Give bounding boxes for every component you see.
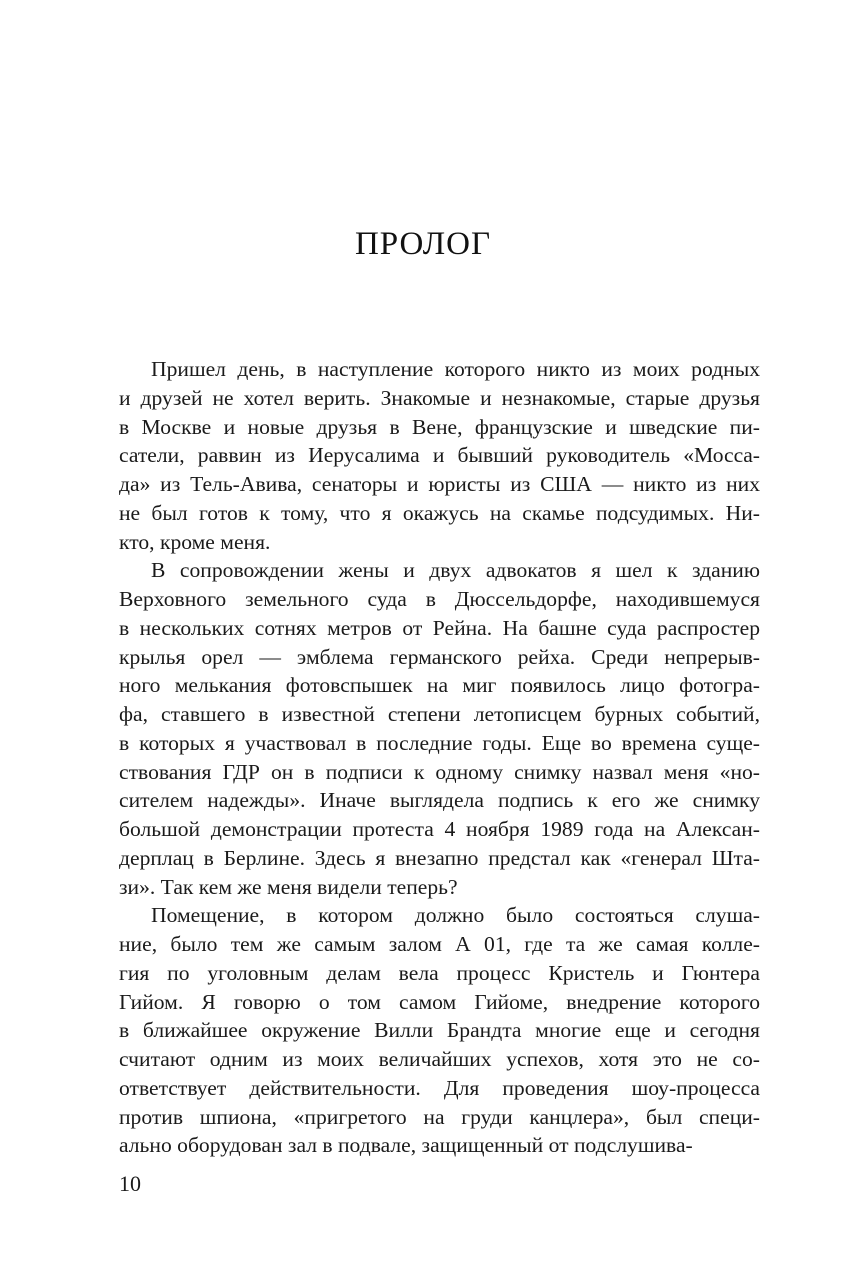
text-line: в которых я участвовал в последние годы. Еще во времена суще- bbox=[119, 730, 760, 755]
text-line: крылья орел — эмблема германского рейха. Среди непрерыв- bbox=[119, 644, 760, 669]
text-line: сатели, раввин из Иерусалима и бывший руководитель «Моссa- bbox=[119, 443, 760, 468]
text-line: дерплац в Берлине. Здесь я внезапно предстал как «генерал Шта- bbox=[119, 845, 760, 870]
text-line: Гийом. Я говорю о том самом Гийоме, внедрение которого bbox=[119, 989, 760, 1014]
paragraph bbox=[119, 355, 760, 556]
page-number: 10 bbox=[119, 1171, 141, 1196]
text-line: не был готов к тому, что я окажусь на скамье подсудимых. Ни- bbox=[119, 500, 760, 525]
text-line: большой демонстрации протеста 4 ноября 1989 года на Алексан- bbox=[119, 817, 760, 841]
text-line: ного мелькания фотовспышек на миг появилось лицо фотогра- bbox=[119, 673, 760, 698]
text-line: ствования ГДР он в подписи к одному снимку назвал меня «но- bbox=[119, 759, 760, 784]
text-line: против шпиона, «пригретого на груди канцлера», был специ- bbox=[119, 1104, 760, 1129]
text-line: ответствует действительности. Для проведения шоу-процесса bbox=[119, 1075, 760, 1100]
text-line: в нескольких сотнях метров от Рейна. На башне суда распростер bbox=[119, 615, 760, 640]
text-line: Пришел день, в наступление которого никто из моих родных bbox=[151, 357, 760, 381]
text-line: считают одним из моих величайших успехов, хотя это не со- bbox=[119, 1047, 760, 1071]
text-line: да» из Тель-Авива, сенаторы и юристы из США — никто из них bbox=[119, 472, 760, 496]
text-line: сителем надежды». Иначе выглядела подпись к его же снимку bbox=[119, 788, 760, 813]
text-line: ально оборудован зал в подвале, защищенный от подслушива- bbox=[119, 1133, 693, 1158]
text-line: фа, ставшего в известной степени летописцем бурных событий, bbox=[119, 702, 760, 726]
text-line: и друзей не хотел верить. Знакомые и незнакомые, старые друзья bbox=[119, 385, 760, 410]
text-line: Верховного земельного суда в Дюссельдорфе, находившемуся bbox=[119, 587, 760, 611]
text-line: в Москве и новые друзья в Вене, французские и шведские пи- bbox=[119, 414, 760, 439]
paragraph bbox=[119, 901, 760, 1160]
chapter-title: ПРОЛОГ bbox=[354, 226, 492, 262]
text-line: ние, было тем же самым залом А 01, где та же самая колле- bbox=[119, 932, 760, 956]
paragraph bbox=[119, 556, 760, 901]
text-line: В сопровождении жены и двух адвокатов я шел к зданию bbox=[151, 558, 760, 583]
body-text bbox=[119, 355, 760, 1160]
text-line: кто, кроме меня. bbox=[119, 529, 271, 554]
text-line: Помещение, в котором должно было состояться слуша- bbox=[151, 903, 760, 928]
text-line: в ближайшее окружение Вилли Брандта многие еще и сегодня bbox=[119, 1018, 760, 1043]
text-line: зи». Так кем же меня видели теперь? bbox=[119, 874, 458, 899]
text-line: гия по уголовным делам вела процесс Кристель и Гюнтера bbox=[119, 960, 760, 985]
